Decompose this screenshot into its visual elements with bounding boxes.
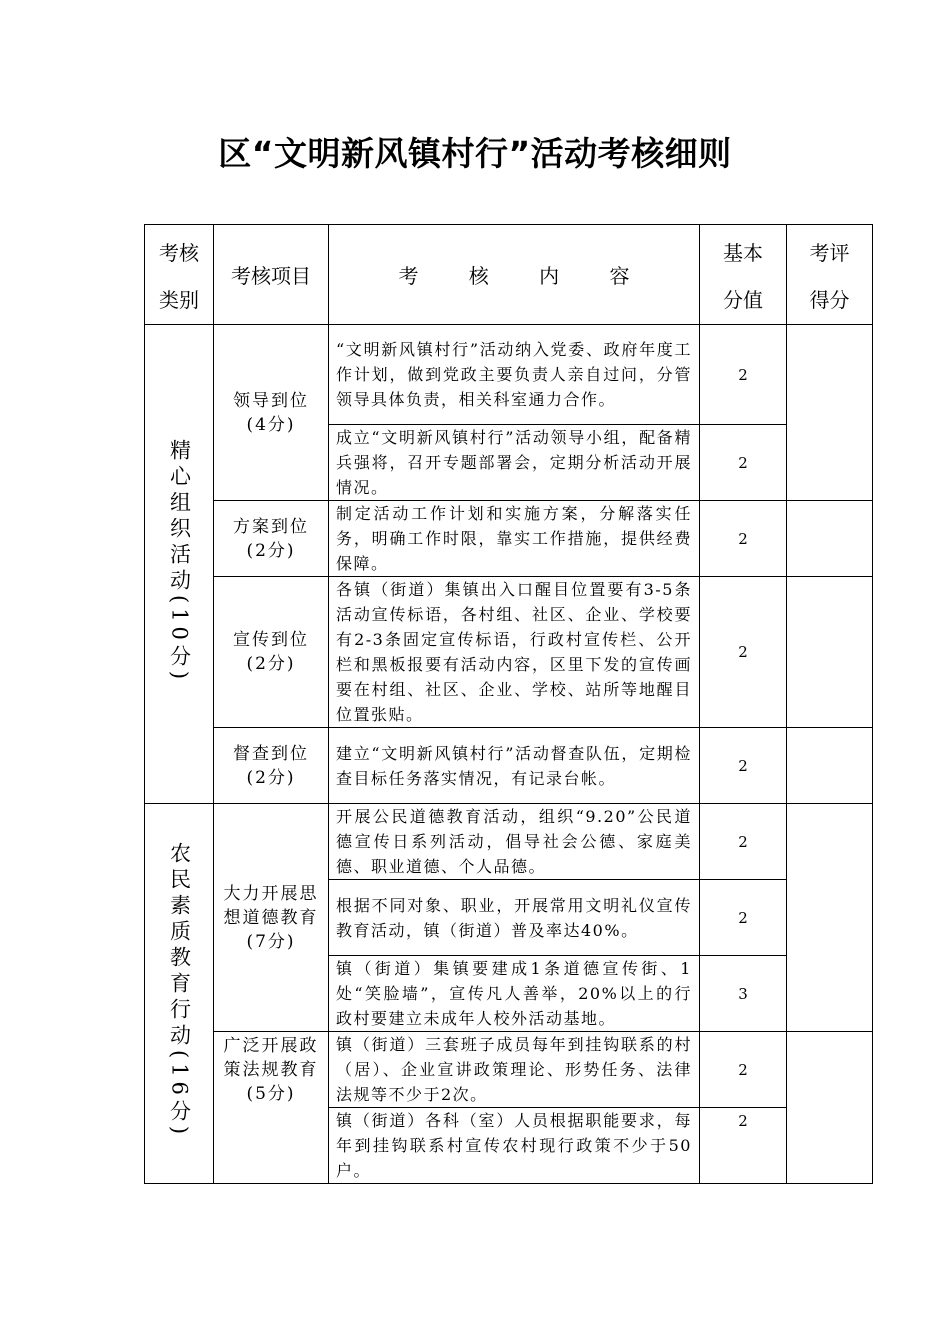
eval-score-cell (787, 804, 873, 1032)
header-base-score: 基本 分值 (700, 225, 787, 325)
item-cell (214, 501, 329, 577)
content-cell: 制定活动工作计划和实施方案，分解落实任务，明确工作时限，靠实工作措施，提供经费保障。 (329, 501, 700, 577)
base-score: 2 (700, 1032, 787, 1108)
category-label: 农民素质教育行动 (167, 842, 192, 1051)
eval-score-cell (787, 728, 873, 804)
content-cell: “文明新风镇村行”活动纳入党委、政府年度工作计划，做到党政主要负责人亲自过问，分管领导具体负责，相关科室通力合作。 (329, 325, 700, 425)
assessment-table (144, 224, 873, 1184)
content-cell: 各镇（街道）集镇出入口醒目位置要有3-5条活动宣传标语，各村组、社区、企业、学校要有2-3条固定宣传标语，行政村宣传栏、公开栏和黑板报要有活动内容，区里下发的宣传画要在村组、社区、企业、学校、站所等地醒目位置张贴。 (329, 577, 700, 728)
category-points: (16分) (167, 1050, 192, 1140)
item-name: 领导到位 (233, 390, 309, 411)
table-row (145, 728, 873, 804)
content-cell: 开展公民道德教育活动，组织“9.20”公民道德宣传日系列活动，倡导社会公德、家庭美德、职业道德、个人品德。 (329, 804, 700, 880)
item-points: (5分) (246, 1084, 296, 1104)
category-label: 精心组织活动 (167, 438, 192, 595)
base-score: 2 (700, 880, 787, 956)
base-score: 3 (700, 956, 787, 1032)
item-name: 广泛开展政策法规教育 (223, 1036, 319, 1080)
content-cell: 镇（街道）集镇要建成1条道德宣传街、1处“笑脸墙”，宣传凡人善举，20%以上的行政村要建立未成年人校外活动基地。 (329, 956, 700, 1032)
base-score: 2 (700, 501, 787, 577)
header-content: 考 核 内 容 (329, 225, 700, 325)
item-name: 宣传到位 (233, 630, 309, 650)
table-row (145, 1032, 873, 1108)
header-item: 考核项目 (214, 225, 329, 325)
item-points: (2分) (246, 540, 296, 561)
item-points: (2分) (246, 767, 296, 788)
content-cell: 建立“文明新风镇村行”活动督查队伍，定期检查目标任务落实情况，有记录台帐。 (329, 728, 700, 804)
eval-score-cell (787, 1032, 873, 1184)
base-score: 2 (700, 325, 787, 425)
item-points: (2分) (246, 654, 296, 674)
content-cell: 根据不同对象、职业，开展常用文明礼仪宣传教育活动，镇（街道）普及率达40%。 (329, 880, 700, 956)
category-cell (145, 804, 214, 1184)
item-cell (214, 804, 329, 1032)
item-cell (214, 1032, 329, 1184)
item-name: 督查到位 (233, 743, 309, 764)
content-cell: 镇（街道）各科（室）人员根据职能要求，每年到挂钩联系村宣传农村现行政策不少于50户。 (329, 1108, 700, 1184)
header-eval-score: 考评 得分 (787, 225, 873, 325)
item-name: 方案到位 (233, 516, 309, 537)
item-cell (214, 325, 329, 501)
item-name: 大力开展思想道德教育 (223, 883, 319, 928)
category-points: (10分) (167, 594, 192, 685)
category-cell (145, 325, 214, 804)
base-score: 2 (700, 804, 787, 880)
base-score: 2 (700, 425, 787, 501)
content-cell: 镇（街道）三套班子成员每年到挂钩联系的村（居）、企业宣讲政策理论、形势任务、法律法规等不少于2次。 (329, 1032, 700, 1108)
base-score: 2 (700, 728, 787, 804)
table-header-row (145, 225, 873, 325)
base-score: 2 (700, 577, 787, 728)
document-title: 区“文明新风镇村行”活动考核细则 (218, 134, 732, 173)
table-row (145, 501, 873, 577)
table-row (145, 804, 873, 880)
header-category: 考核 类别 (145, 225, 214, 325)
eval-score-cell (787, 501, 873, 577)
item-points: (7分) (246, 931, 296, 952)
table-row (145, 325, 873, 425)
content-cell: 成立“文明新风镇村行”活动领导小组，配备精兵强将，召开专题部署会，定期分析活动开展情况。 (329, 425, 700, 501)
eval-score-cell (787, 325, 873, 501)
item-cell (214, 577, 329, 728)
eval-score-cell (787, 577, 873, 728)
base-score: 2 (700, 1108, 787, 1184)
item-cell (214, 728, 329, 804)
table-row (145, 577, 873, 728)
item-points: (4分) (246, 414, 296, 435)
